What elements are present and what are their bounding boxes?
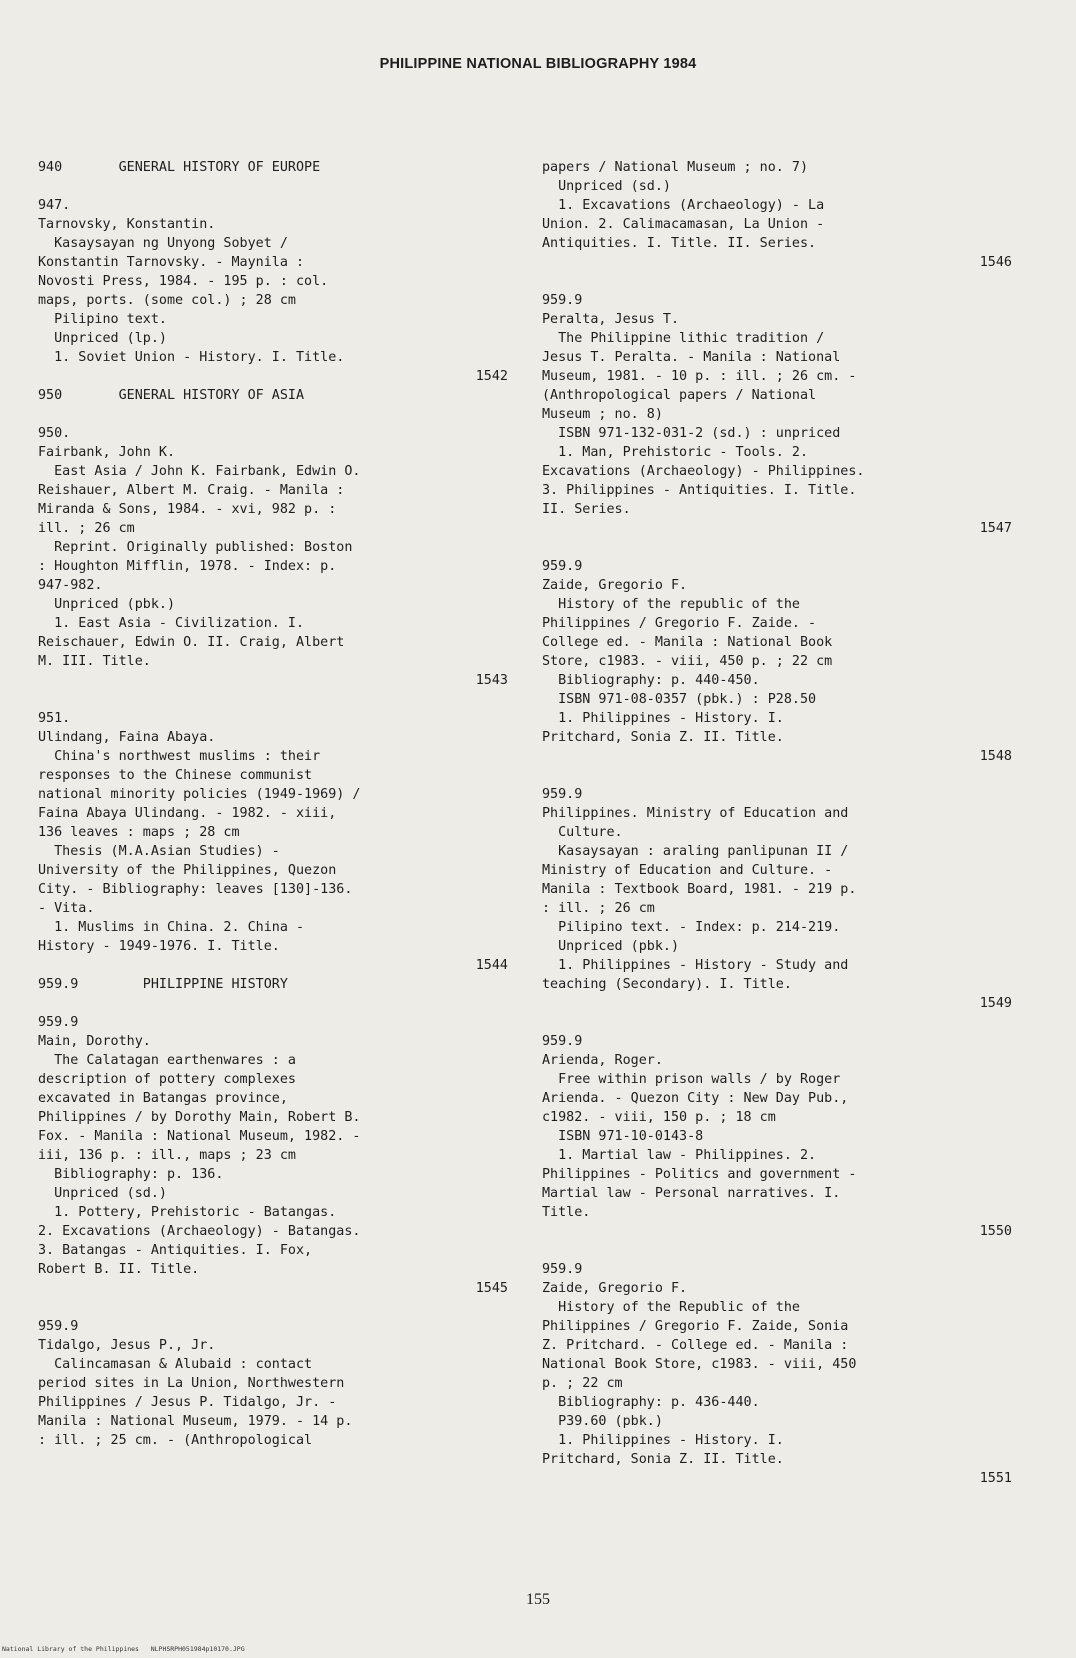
entry-line: national minority policies (1949-1969) / (38, 787, 361, 802)
entry-line: 951. (38, 711, 71, 726)
entry-line: Bibliography: p. 440-450. (542, 673, 760, 688)
entry-line: 950 GENERAL HISTORY OF ASIA (38, 388, 305, 403)
entry-line: 959.9 (542, 787, 583, 802)
entry-line: Philippines / Gregorio F. Zaide, Sonia (542, 1319, 849, 1334)
entry-line: period sites in La Union, Northwestern (38, 1376, 345, 1391)
entry-line: Bibliography: p. 136. (38, 1167, 224, 1182)
entry-line: 950. (38, 426, 71, 441)
entry-line: c1982. - viii, 150 p. ; 18 cm (542, 1110, 776, 1125)
entry-line: 136 leaves : maps ; 28 cm (38, 825, 240, 840)
entry-number: 1543 (475, 673, 508, 688)
entry-line: responses to the Chinese communist (38, 768, 313, 783)
entry-line: Main, Dorothy. (38, 1034, 151, 1049)
entry-line: Reischauer, Edwin O. II. Craig, Albert (38, 635, 345, 650)
entry-line: Bibliography: p. 436-440. (542, 1395, 760, 1410)
entry-line: Pritchard, Sonia Z. II. Title. (542, 1452, 784, 1467)
entry-line: Manila : Textbook Board, 1981. - 219 p. (542, 882, 857, 897)
entry-line: : ill. ; 25 cm. - (Anthropological (38, 1433, 313, 1448)
entry-line: Reprint. Originally published: Boston (38, 540, 353, 555)
entry-number: 1542 (475, 369, 508, 384)
entry-line: Philippines / by Dorothy Main, Robert B. (38, 1110, 361, 1125)
entry-line: P39.60 (pbk.) (542, 1414, 663, 1429)
entry-line: Z. Pritchard. - College ed. - Manila : (542, 1338, 849, 1353)
entry-line: 959.9 (542, 1262, 583, 1277)
entry-line: Novosti Press, 1984. - 195 p. : col. (38, 274, 329, 289)
entry-line: 1. Philippines - History. I. (542, 711, 784, 726)
entry-line: Ministry of Education and Culture. - (542, 863, 833, 878)
entry-line: - Vita. (38, 901, 95, 916)
entry-line: 959.9 (542, 559, 583, 574)
entry-line: Fox. - Manila : National Museum, 1982. - (38, 1129, 361, 1144)
entry-line: ISBN 971-08-0357 (pbk.) : P28.50 (542, 692, 817, 707)
entry-line: Robert B. II. Title. (38, 1262, 200, 1277)
entry-line: Fairbank, John K. (38, 445, 176, 460)
entry-line: maps, ports. (some col.) ; 28 cm (38, 293, 296, 308)
entry-line: ill. ; 26 cm (38, 521, 135, 536)
entry-number: 1551 (979, 1471, 1012, 1486)
entry-line: Faina Abaya Ulindang. - 1982. - xiii, (38, 806, 337, 821)
entry-line: 947. (38, 198, 71, 213)
entry-line: China's northwest muslims : their (38, 749, 321, 764)
entry-line: Unpriced (pbk.) (38, 597, 176, 612)
entry-line: ISBN 971-132-031-2 (sd.) : unpriced (542, 426, 841, 441)
entry-line: 1. Philippines - History. I. (542, 1433, 784, 1448)
entry-line: College ed. - Manila : National Book (542, 635, 833, 650)
entry-line: 3. Philippines - Antiquities. I. Title. (542, 483, 857, 498)
entry-line (542, 766, 1012, 785)
entry-line: 940 GENERAL HISTORY OF EUROPE (38, 160, 321, 175)
entry-line: Tarnovsky, Konstantin. (38, 217, 216, 232)
entry-line: Arienda. - Quezon City : New Day Pub., (542, 1091, 849, 1106)
entry-line: The Philippine lithic tradition / (542, 331, 825, 346)
entry-line: Arienda, Roger. (542, 1053, 663, 1068)
right-column (542, 158, 1012, 1488)
entry-number: 1549 (979, 996, 1012, 1011)
entry-line: Kasaysayan : araling panlipunan II / (542, 844, 849, 859)
page-header: PHILIPPINE NATIONAL BIBLIOGRAPHY 1984 (379, 56, 697, 72)
entry-line: History of the republic of the (542, 597, 800, 612)
entry-line: II. Series. (542, 502, 631, 517)
left-column (38, 158, 508, 1450)
entry-line: Pilipino text. - Index: p. 214-219. (542, 920, 841, 935)
entry-line: 1. Soviet Union - History. I. Title. (38, 350, 345, 365)
entry-line: Philippines. Ministry of Education and (542, 806, 849, 821)
entry-line: 947-982. (38, 578, 103, 593)
entry-line: 1. Philippines - History - Study and (542, 958, 849, 973)
entry-line: National Book Store, c1983. - viii, 450 (542, 1357, 857, 1372)
entry-line: Union. 2. Calimacamasan, La Union - (542, 217, 825, 232)
entry-line (38, 177, 508, 196)
entry-line: : Houghton Mifflin, 1978. - Index: p. (38, 559, 337, 574)
entry-line: Thesis (M.A.Asian Studies) - (38, 844, 280, 859)
entry-line: 959.9 (38, 1015, 79, 1030)
entry-number: 1547 (979, 521, 1012, 536)
entry-line: 959.9 (542, 293, 583, 308)
entry-line: Store, c1983. - viii, 450 p. ; 22 cm (542, 654, 833, 669)
entry-line: 2. Excavations (Archaeology) - Batangas. (38, 1224, 361, 1239)
entry-line: Museum ; no. 8) (542, 407, 663, 422)
entry-line: Pritchard, Sonia Z. II. Title. (542, 730, 784, 745)
entry-number: 1544 (475, 958, 508, 973)
entry-line (542, 1013, 1012, 1032)
entry-line: p. ; 22 cm (542, 1376, 623, 1391)
entry-line: The Calatagan earthenwares : a (38, 1053, 296, 1068)
entry-line: Philippines / Jesus P. Tidalgo, Jr. - (38, 1395, 337, 1410)
entry-number: 1550 (979, 1224, 1012, 1239)
entry-line: Pilipino text. (38, 312, 167, 327)
entry-line: 1. Man, Prehistoric - Tools. 2. (542, 445, 809, 460)
entry-line: 1. Excavations (Archaeology) - La (542, 198, 825, 213)
entry-line: Culture. (542, 825, 623, 840)
entry-line: Philippines - Politics and government - (542, 1167, 857, 1182)
entry-line: 3. Batangas - Antiquities. I. Fox, (38, 1243, 313, 1258)
entry-number: 1548 (979, 749, 1012, 764)
entry-line: ISBN 971-10-0143-8 (542, 1129, 704, 1144)
entry-line: 1. Martial law - Philippines. 2. (542, 1148, 817, 1163)
entry-line: Manila : National Museum, 1979. - 14 p. (38, 1414, 353, 1429)
entry-line: iii, 136 p. : ill., maps ; 23 cm (38, 1148, 296, 1163)
entry-line: Free within prison walls / by Roger (542, 1072, 841, 1087)
entry-line: Miranda & Sons, 1984. - xvi, 982 p. : (38, 502, 337, 517)
entry-line: Philippines / Gregorio F. Zaide. - (542, 616, 817, 631)
entry-line: Unpriced (pbk.) (542, 939, 680, 954)
entry-line: 959.9 (38, 1319, 79, 1334)
entry-line: Unpriced (sd.) (542, 179, 671, 194)
entry-line: Reishauer, Albert M. Craig. - Manila : (38, 483, 345, 498)
entry-line: Unpriced (sd.) (38, 1186, 167, 1201)
entry-line: : ill. ; 26 cm (542, 901, 655, 916)
entry-line: Zaide, Gregorio F. (542, 1281, 688, 1296)
entry-line: Tidalgo, Jesus P., Jr. (38, 1338, 216, 1353)
page-number: 155 (526, 1591, 550, 1608)
entry-number: 1546 (979, 255, 1012, 270)
entry-line: M. III. Title. (38, 654, 151, 669)
entry-line: excavated in Batangas province, (38, 1091, 288, 1106)
entry-line: Title. (542, 1205, 591, 1220)
entry-line: East Asia / John K. Fairbank, Edwin O. (38, 464, 361, 479)
entry-line: Jesus T. Peralta. - Manila : National (542, 350, 841, 365)
entry-line (38, 1298, 508, 1317)
entry-line: History of the Republic of the (542, 1300, 800, 1315)
entry-line: Antiquities. I. Title. II. Series. (542, 236, 817, 251)
scan-credit: National Library of the Philippines NLPHSRPH051984p10170.JPG (2, 1645, 245, 1653)
entry-line (38, 405, 508, 424)
entry-line (38, 994, 508, 1013)
entry-line: History - 1949-1976. I. Title. (38, 939, 280, 954)
entry-line: 959.9 (542, 1034, 583, 1049)
entry-line: papers / National Museum ; no. 7) (542, 160, 809, 175)
entry-line: 1. East Asia - Civilization. I. (38, 616, 305, 631)
entry-line: 1. Pottery, Prehistoric - Batangas. (38, 1205, 337, 1220)
entry-line: description of pottery complexes (38, 1072, 296, 1087)
entry-line: Zaide, Gregorio F. (542, 578, 688, 593)
entry-line: Kasaysayan ng Unyong Sobyet / (38, 236, 288, 251)
entry-line: Calincamasan & Alubaid : contact (38, 1357, 313, 1372)
entry-line: City. - Bibliography: leaves [130]-136. (38, 882, 353, 897)
entry-line: 959.9 PHILIPPINE HISTORY (38, 977, 288, 992)
entry-line: University of the Philippines, Quezon (38, 863, 337, 878)
entry-number: 1545 (475, 1281, 508, 1296)
entry-line: Excavations (Archaeology) - Philippines. (542, 464, 865, 479)
entry-line: Peralta, Jesus T. (542, 312, 680, 327)
entry-line (542, 1241, 1012, 1260)
entry-line: 1. Muslims in China. 2. China - (38, 920, 305, 935)
entry-line: Unpriced (lp.) (38, 331, 167, 346)
entry-line (542, 272, 1012, 291)
entry-line: (Anthropological papers / National (542, 388, 817, 403)
entry-line: Ulindang, Faina Abaya. (38, 730, 216, 745)
entry-line (542, 538, 1012, 557)
entry-line: Konstantin Tarnovsky. - Maynila : (38, 255, 305, 270)
entry-line: Museum, 1981. - 10 p. : ill. ; 26 cm. - (542, 369, 857, 384)
entry-line: Martial law - Personal narratives. I. (542, 1186, 841, 1201)
entry-line (38, 690, 508, 709)
entry-line: teaching (Secondary). I. Title. (542, 977, 792, 992)
